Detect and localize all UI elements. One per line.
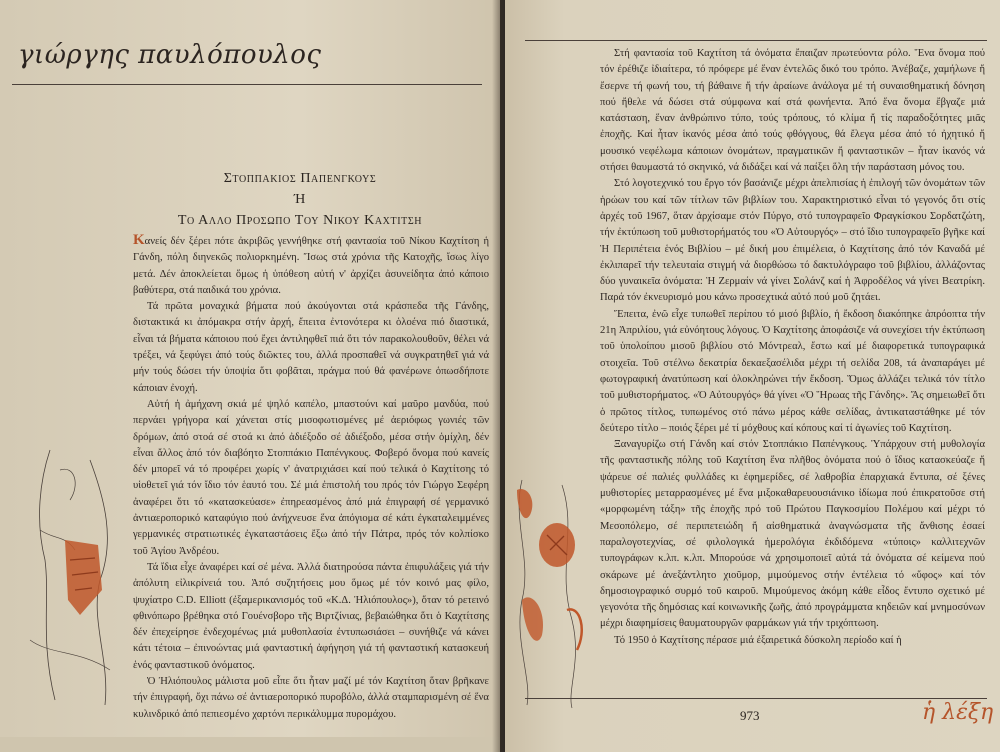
header-rule-right <box>525 40 987 41</box>
paragraph: Στό λογοτεχνικό του ἔργο τόν βασάνιζε μέχρι ἀπελπισίας ἡ ἐπιλογή τῶν ὀνομάτων τῶν ἡρώων του καί τῶν τίτλων τῶν βιβλίων του. Χαρακτηριστικό εἶναι τό γεγονός ὅτι στίς ἀρχές τοῦ 1967, ὅταν ἀρχίσαμε στόν Πύργο, στό τυπογραφεῖο Φραγκίσκου Σορδατζώτη, τήν ἐκτύπωση τοῦ μυθιστορήματός του «Ὁ Αὐτουργός» – στό ἴδιο τυπογραφεῖο βγῆκε καί Ἡ Περιπέτεια ἑνός Βιβλίου – μέ δική μου ἐπιμέλεια, ὁ Καχτίτσης ἀπό τόν Καναδά μέ ἐκλιπαρεῖ τήν τελευταία στιγμή νά διορθώσω τό δακτυλόγραφο τοῦ βιβλίου, ἀλλάζοντας δύο γυναικεῖα ὀνόματα: Ἡ Ζερμαίν νά γίνει Σολάνζ καί ἡ Ἀφροδέλος νά γίνει Βεατρίκη. Παρά τόν ἐκνευρισμό μου κάνω προσεχτικά αὐτό πού μοῦ ζητάει. <box>600 178 985 304</box>
figure-sketch-left <box>20 440 140 710</box>
article-title <box>150 168 450 231</box>
paragraph-text: ανείς δέν ξέρει πότε ἀκριβῶς γεννήθηκε στή φαντασία τοῦ Νίκου Καχτίτση ἡ Γάνδη, πόλη διηνεκῶς πολιορκημένη. Ἴσως στά χρόνια τῆς Κατοχῆς, ἴσως λίγο μετά. Δέν ἀποκλείεται ὅμως ἡ ὑπόθεση αὐτή ν' ἀρχίζει ἀσυνείδητα ἀπό κάποιο βαθύτερα, στά παιδικά του χρόνια. <box>133 236 489 296</box>
paragraph: Στή φαντασία τοῦ Καχτίτση τά ὀνόματα ἔπαιζαν πρωτεύοντα ρόλο. Ἕνα ὄνομα πού τόν ἐρέθιζε ἰδιαίτερα, τό πρόφερε μέ ἕναν ἐντελῶς δικό του τρόπο. Ἀνέβαζε, χαμήλωνε ἤ ἔσερνε τή φωνή του, τή βάθαινε ἤ τήν ἀραίωνε ἀνάλογα μέ τή συναισθηματική δόνηση πού ἤθελε νά δώσει στά σύμφωνα καί στά φωνήεντα. Ἀπό ἕνα ὄνομα ἔβγαζε μιά κατάσταση, ἕναν ἀνθρώπινο τύπο, τούς τρόπους, τό κλίμα ἤ τίς παραδοξότητες μιᾶς ἐποχῆς. Καί ἦταν ἱκανός μέσα ἀπό τούς φθόγγους, θά ἔλεγα μέσα ἀπό τό ἠχητικό ἤ μουσικό νεφέλωμα κάποιων ὀνομάτων, πραγματικῶν ἤ φανταστικῶν – ἦταν ἱκανός νά στήσει θαυμαστά τό σκηνικό, νά διδάξει καί νά παίξει ὅλη τήν παράσταση μόνος του. <box>600 48 985 174</box>
paragraph: Τά πρῶτα μοναχικά βήματα πού ἀκούγονται στά κράσπεδα τῆς Γάνδης, διστακτικά κι ἀπόμακρα στήν ἀρχή, ἔπειτα ἐντονότερα κι ὁλοένα πιό διαστικά, εἶναι τά βήματα κάποιου πού ἔχει ἀντιληφθεῖ πιά ὅτι τόν παρακολουθοῦν, θέλει νά τρέξει, νά ξεφύγει ἀπό τούς διῶκτες του, ἀλλά προσπαθεῖ νά συγκρατηθεῖ γιά νά μήν τούς δώσει τήν ὑποψία ὅτι φοβᾶται, πράγμα πού θά φανέρωνε ὁπωσδήποτε κάποιαν ἐνοχή. <box>133 301 489 394</box>
title-line-3: Το Αλλο Προσωπο Του Νικου Καχτιτση <box>177 213 423 228</box>
author-name: γιώργης παυλόπουλος <box>18 40 322 70</box>
paragraph <box>133 232 489 299</box>
page-number: 973 <box>740 708 760 723</box>
left-column-text <box>133 232 489 723</box>
header-rule <box>12 84 482 85</box>
title-line-2: Ή <box>294 192 306 207</box>
footer-rule <box>525 698 987 699</box>
magazine-logo: ἡ λέξη <box>922 700 994 725</box>
paragraph: Ἔπειτα, ἐνῶ εἶχε τυπωθεῖ περίπου τό μισό βιβλίο, ἡ ἔκδοση διακόπηκε ἀπρόοπτα τήν 21η Ἀπριλίου, γιά εὐνόητους λόγους. Ὁ Καχτίτσης ἀποφάσιζε νά συνεχίσει τήν ἐκτύπωση τοῦ ὑπολοίπου μισοῦ βιβλίου στό Μόντρεαλ, ἔστω καί μέ διαφορετικά τυπογραφικά στοιχεῖα. Τοῦ στέλνω δεκατρία δεκαεξασέλιδα μέχρι τή σελίδα 208, τά ἀναπαράγει μέ φωτογραφική ἀνατύπωση καί ὁλοκληρώνει τήν ἔκδοση. Ὅμως ἀλλάζει τελικά τόν τίτλο τοῦ μυθιστορήματος. «Ὁ Αὐτουργός» θά γίνει «Ὁ Ἥρωας τῆς Γάνδης». Ἄς σημειωθεῖ ὅτι ὁ πρῶτος τίτλος, τυπωμένος στό πάνω μέρος κάθε σελίδας, ἀντικαταστάθηκε μέ τόν δεύτερο τίτλο – ποιός ξέρει μέ τί μόχθους καί κόπους καί τί ἀγωνίες τοῦ Καχτίτση. <box>600 308 985 434</box>
title-line-1: Στοππακιος Παπενγκους <box>223 171 377 186</box>
paragraph: Τά ἴδια εἶχε ἀναφέρει καί σέ μένα. Ἀλλά διατηρούσα πάντα ἐπιφυλάξεις γιά τήν ἀπόλυτη εἰλικρίνειά του. Ἀπό συζητήσεις μου ὅμως μέ τόν κοινό μας φίλο, ψυχίατρο C.D. Elliott (ἐξαμερικανισμός τοῦ «Κ.Δ. Ἠλιόπουλος»), ὅταν τό ρετεινό φθινόπωρο βρέθηκα στό Γουένσβορο τῆς Βιρτζίνιας, βεβαιώθηκα ὅτι ὁ Καχτίτσης δέν ἐπεχείρησε ἐνδεχομένως μιά μυθοπλασία ἐντυπωσιάσει – συνήθιζε νά κάνει κάτι τέτοια – ἐπινοώντας μιά φανταστική ἀφήγηση γιά τή φανταστική κατασκευή ἑνός φανταστικοῦ ὀνόματος. <box>133 561 489 671</box>
paragraph: Αὐτή ἡ ἀμήχανη σκιά μέ ψηλό καπέλο, μπαστούνι καί μαῦρο μανδύα, πού περνάει γρήγορα καί χάνεται στίς μισοφωτισμένες μέ ἀεριόφως γωνιές τῶν δρόμων, ἀπό στοά σέ στοά κι ἀπό ἀδιέξοδο σέ ἀδιέξοδο, μέσα στήν ὁμίχλη, δέν εἶναι ἄλλος ἀπό τόν διαβόητο Στοππάκιο Παπένγκους. Φοβερό ὄνομα πού κανείς δέν μπορεῖ νά τό προφέρει χωρίς ν' ἀνατριχιάσει καί πού τελικά ὁ Καχτίτσης τό υἱοθετεῖ γιά τόν ἴδιο τόν ἑαυτό του. Σέ μιά ἐπιστολή του πρός τόν Γιώργο Σεφέρη ἀναφέρει ὅτι τό «κατασκεύασε» ἐπηρεασμένος ἀπό μιά ἐπιγραφή σέ γερμανικό ἀντιαεροπορικό καταφύγιο πού ἀνήχνευσε ἕνα ἀπόγιομα σέ κάτι ἐγκαταλειμμένες γερμανικές στρατιωτικές ἐγκαταστάσεις ἔξω ἀπό τήν Πάτρα, πρός τόν κολπίσκο τοῦ Ἁγίου Ἀνδρέου. <box>133 398 489 557</box>
drop-cap: Κ <box>133 232 145 248</box>
figure-sketch-right <box>502 470 602 710</box>
page-edge <box>0 737 500 752</box>
paragraph: Τό 1950 ὁ Καχτίτσης πέρασε μιά ἐξαιρετικά δύσκολη περίοδο καί ἡ <box>614 634 902 646</box>
paragraph: Ξαναγυρίζω στή Γάνδη καί στόν Στοππάκιο Παπένγκους. Ὑπάρχουν στή μυθολογία τῆς φανταστικῆς πόλης τοῦ Καχτίτση ἕνα πλῆθος ὀνόματα πού ὁ ἴδιος κατασκεύαζε ἤ ψάρευε σέ παλιές φυλλάδες κι ἐφημερίδες, σέ λαθροβία ἐπαρχιακά ἔντυπα, σέ ξένες μυθιστορίες μεταρρασμένες μέ ἕνα μιξοκαθαρευουσιάνικο ἰδίωμα πού ἐπικρατοῦσε στή «μορφωμένη τάξη» τῆς ἐποχῆς πρό τοῦ Πρώτου Παγκοσμίου Πολέμου καί μέχρι τό Μεσοπόλεμο, σέ περιπετειώδη ἤ αἰσθηματικά ἀναγνώσματα τῆς ἄνθισης ἐσαεί παραλογοτεχνίας, σέ φιλολογικά ἡμερολόγια ἐκδιδόμενα «τύποις» καλλιτεχνῶν τυπογράφων κ.λπ. κ.λπ. Μπορούσε νά χρησιμοποιεῖ αὐτά τά ὀνόματα σέ κείμενα πού σκάρωνε μέ ἀνεξάντλητο χιοῦμορ, μιμούμενος στήν ἐντέλεια τό «ὕφος» καί τόν δημοσιογραφικό συρμό τοῦ καιροῦ. Μιμούμενος ἀκόμη κάθε εἶδος ἔντυπο σχετικό μέ γεγονότα τῆς δημόσιας καί κοινωνικῆς ζωῆς, ἀπό προγράμματα κηδειῶν καί μνημοσύνων μέχρι διαφημίσεις θαυματουργῶν φαρμάκων γιά τήν τριχόπτωση. <box>600 439 985 630</box>
right-column-text <box>600 46 985 649</box>
paragraph: Ὁ Ἠλιόπουλος μάλιστα μοῦ εἶπε ὅτι ἦταν μαζί μέ τόν Καχτίτση ὅταν βρῆκανε τήν ἐπιγραφή, ὄχι πάνω σέ ἀντιαεροπορικό πυροβόλο, ἀλλά σταμπαρισμένη σέ ἕνα κυλινδρικό ἀπό πεπιεσμένο χαρτόνι περικάλυμμα πυρομάχου. <box>133 676 489 720</box>
